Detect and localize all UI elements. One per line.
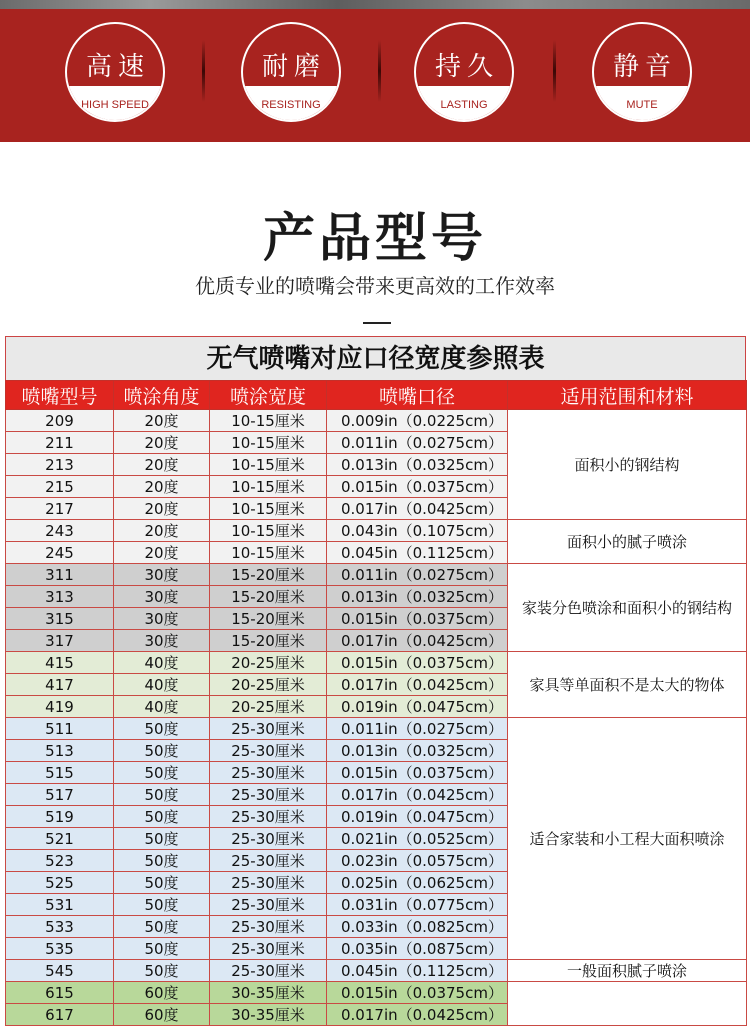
cell-model: 317 <box>6 630 114 652</box>
cell-orifice: 0.013in（0.0325cm） <box>327 586 508 608</box>
badge-high-speed <box>65 22 165 122</box>
header-scope: 适用范围和材料 <box>508 381 747 410</box>
cell-angle: 20度 <box>114 542 210 564</box>
cell-model: 617 <box>6 1004 114 1026</box>
cell-angle: 20度 <box>114 498 210 520</box>
nozzle-reference-table <box>5 336 746 1026</box>
cell-scope: 一般面积腻子喷涂 <box>508 960 747 982</box>
cell-model: 521 <box>6 828 114 850</box>
cell-orifice: 0.011in（0.0275cm） <box>327 564 508 586</box>
cell-model: 513 <box>6 740 114 762</box>
header-model: 喷嘴型号 <box>6 381 114 410</box>
cell-model: 419 <box>6 696 114 718</box>
cell-angle: 40度 <box>114 674 210 696</box>
cell-orifice: 0.017in（0.0425cm） <box>327 674 508 696</box>
cell-width: 10-15厘米 <box>210 498 327 520</box>
cell-width: 15-20厘米 <box>210 608 327 630</box>
cell-angle: 50度 <box>114 718 210 740</box>
cell-model: 211 <box>6 432 114 454</box>
cell-width: 25-30厘米 <box>210 872 327 894</box>
table-title: 无气喷嘴对应口径宽度参照表 <box>5 336 746 380</box>
cell-angle: 30度 <box>114 630 210 652</box>
cell-angle: 50度 <box>114 894 210 916</box>
cell-orifice: 0.015in（0.0375cm） <box>327 982 508 1004</box>
cell-orifice: 0.045in（0.1125cm） <box>327 542 508 564</box>
cell-angle: 30度 <box>114 586 210 608</box>
cell-width: 25-30厘米 <box>210 784 327 806</box>
cell-width: 10-15厘米 <box>210 432 327 454</box>
cell-scope: 家具等单面积不是太大的物体 <box>508 652 747 718</box>
cell-angle: 50度 <box>114 828 210 850</box>
cell-width: 15-20厘米 <box>210 564 327 586</box>
cell-model: 311 <box>6 564 114 586</box>
cell-model: 535 <box>6 938 114 960</box>
cell-width: 25-30厘米 <box>210 850 327 872</box>
cell-width: 25-30厘米 <box>210 762 327 784</box>
table-row <box>6 410 747 432</box>
cell-width: 20-25厘米 <box>210 652 327 674</box>
cell-width: 10-15厘米 <box>210 476 327 498</box>
cell-scope: 适合家装和小工程大面积喷涂 <box>508 718 747 960</box>
cell-angle: 50度 <box>114 960 210 982</box>
badge-en-label: MUTE <box>626 99 658 111</box>
cell-angle: 20度 <box>114 432 210 454</box>
section-title: 产品型号 <box>262 209 487 269</box>
cell-angle: 50度 <box>114 784 210 806</box>
cell-angle: 60度 <box>114 982 210 1004</box>
badge-cn-label: 高速 <box>85 52 150 82</box>
cell-angle: 30度 <box>114 608 210 630</box>
cell-orifice: 0.033in（0.0825cm） <box>327 916 508 938</box>
cell-model: 417 <box>6 674 114 696</box>
cell-orifice: 0.045in（0.1125cm） <box>327 960 508 982</box>
cell-width: 15-20厘米 <box>210 586 327 608</box>
cell-model: 217 <box>6 498 114 520</box>
cell-width: 25-30厘米 <box>210 828 327 850</box>
cell-angle: 40度 <box>114 696 210 718</box>
cell-model: 515 <box>6 762 114 784</box>
cell-width: 25-30厘米 <box>210 894 327 916</box>
cell-width: 25-30厘米 <box>210 938 327 960</box>
cell-model: 215 <box>6 476 114 498</box>
banner-divider <box>202 40 205 102</box>
cell-angle: 20度 <box>114 454 210 476</box>
badge-en-label: HIGH SPEED <box>81 99 149 111</box>
cell-model: 531 <box>6 894 114 916</box>
cell-angle: 20度 <box>114 520 210 542</box>
cell-width: 25-30厘米 <box>210 960 327 982</box>
cell-scope: 面积小的腻子喷涂 <box>508 520 747 564</box>
cell-orifice: 0.011in（0.0275cm） <box>327 718 508 740</box>
cell-orifice: 0.017in（0.0425cm） <box>327 1004 508 1026</box>
cell-orifice: 0.013in（0.0325cm） <box>327 740 508 762</box>
cell-model: 545 <box>6 960 114 982</box>
title-underline <box>363 322 391 324</box>
cell-angle: 50度 <box>114 916 210 938</box>
cell-model: 517 <box>6 784 114 806</box>
table-row <box>6 520 747 542</box>
table-header-row <box>6 381 747 410</box>
cell-orifice: 0.009in（0.0225cm） <box>327 410 508 432</box>
cell-width: 25-30厘米 <box>210 916 327 938</box>
cell-width: 10-15厘米 <box>210 520 327 542</box>
cell-model: 415 <box>6 652 114 674</box>
table-row <box>6 652 747 674</box>
banner-divider <box>553 40 556 102</box>
header-width: 喷涂宽度 <box>210 381 327 410</box>
badge-lasting <box>414 22 514 122</box>
cell-width: 25-30厘米 <box>210 806 327 828</box>
cell-orifice: 0.013in（0.0325cm） <box>327 454 508 476</box>
cell-width: 10-15厘米 <box>210 542 327 564</box>
cell-angle: 50度 <box>114 850 210 872</box>
cell-angle: 60度 <box>114 1004 210 1026</box>
cell-model: 533 <box>6 916 114 938</box>
feature-banner <box>0 0 750 142</box>
cell-angle: 50度 <box>114 762 210 784</box>
cell-width: 10-15厘米 <box>210 410 327 432</box>
table-row <box>6 718 747 740</box>
banner-top-strip <box>0 0 750 9</box>
table-row <box>6 564 747 586</box>
cell-model: 315 <box>6 608 114 630</box>
badge-resisting <box>241 22 341 122</box>
cell-angle: 50度 <box>114 938 210 960</box>
table-row <box>6 960 747 982</box>
cell-orifice: 0.015in（0.0375cm） <box>327 652 508 674</box>
cell-angle: 50度 <box>114 872 210 894</box>
cell-width: 30-35厘米 <box>210 982 327 1004</box>
cell-orifice: 0.015in（0.0375cm） <box>327 608 508 630</box>
cell-width: 25-30厘米 <box>210 740 327 762</box>
cell-angle: 40度 <box>114 652 210 674</box>
table-row <box>6 982 747 1004</box>
cell-scope <box>508 982 747 1026</box>
cell-width: 20-25厘米 <box>210 696 327 718</box>
badge-cn-label: 静音 <box>612 52 677 82</box>
cell-orifice: 0.031in（0.0775cm） <box>327 894 508 916</box>
badge-en-label: RESISTING <box>261 99 321 111</box>
cell-angle: 20度 <box>114 476 210 498</box>
header-orifice: 喷嘴口径 <box>327 381 508 410</box>
cell-orifice: 0.043in（0.1075cm） <box>327 520 508 542</box>
cell-model: 523 <box>6 850 114 872</box>
cell-orifice: 0.017in（0.0425cm） <box>327 498 508 520</box>
cell-orifice: 0.023in（0.0575cm） <box>327 850 508 872</box>
cell-orifice: 0.015in（0.0375cm） <box>327 476 508 498</box>
cell-angle: 20度 <box>114 410 210 432</box>
header-angle: 喷涂角度 <box>114 381 210 410</box>
cell-angle: 30度 <box>114 564 210 586</box>
cell-model: 313 <box>6 586 114 608</box>
cell-orifice: 0.035in（0.0875cm） <box>327 938 508 960</box>
section-subtitle: 优质专业的喷嘴会带来更高效的工作效率 <box>195 274 555 298</box>
cell-model: 615 <box>6 982 114 1004</box>
cell-model: 209 <box>6 410 114 432</box>
badge-cn-label: 持久 <box>434 52 499 82</box>
cell-model: 525 <box>6 872 114 894</box>
cell-angle: 50度 <box>114 806 210 828</box>
cell-scope: 家装分色喷涂和面积小的钢结构 <box>508 564 747 652</box>
cell-model: 213 <box>6 454 114 476</box>
cell-orifice: 0.011in（0.0275cm） <box>327 432 508 454</box>
badge-cn-label: 耐磨 <box>261 52 326 82</box>
cell-width: 25-30厘米 <box>210 718 327 740</box>
cell-orifice: 0.021in（0.0525cm） <box>327 828 508 850</box>
cell-angle: 50度 <box>114 740 210 762</box>
cell-model: 511 <box>6 718 114 740</box>
table-body <box>6 410 747 1026</box>
cell-orifice: 0.017in（0.0425cm） <box>327 784 508 806</box>
cell-model: 243 <box>6 520 114 542</box>
cell-orifice: 0.019in（0.0475cm） <box>327 696 508 718</box>
cell-scope: 面积小的钢结构 <box>508 410 747 520</box>
cell-orifice: 0.015in（0.0375cm） <box>327 762 508 784</box>
badge-en-label: LASTING <box>440 99 488 111</box>
cell-model: 519 <box>6 806 114 828</box>
cell-orifice: 0.025in（0.0625cm） <box>327 872 508 894</box>
cell-width: 15-20厘米 <box>210 630 327 652</box>
cell-width: 10-15厘米 <box>210 454 327 476</box>
nozzle-table <box>5 380 747 1026</box>
cell-width: 20-25厘米 <box>210 674 327 696</box>
cell-width: 30-35厘米 <box>210 1004 327 1026</box>
cell-model: 245 <box>6 542 114 564</box>
cell-orifice: 0.017in（0.0425cm） <box>327 630 508 652</box>
cell-orifice: 0.019in（0.0475cm） <box>327 806 508 828</box>
banner-divider <box>378 40 381 102</box>
badge-mute <box>592 22 692 122</box>
